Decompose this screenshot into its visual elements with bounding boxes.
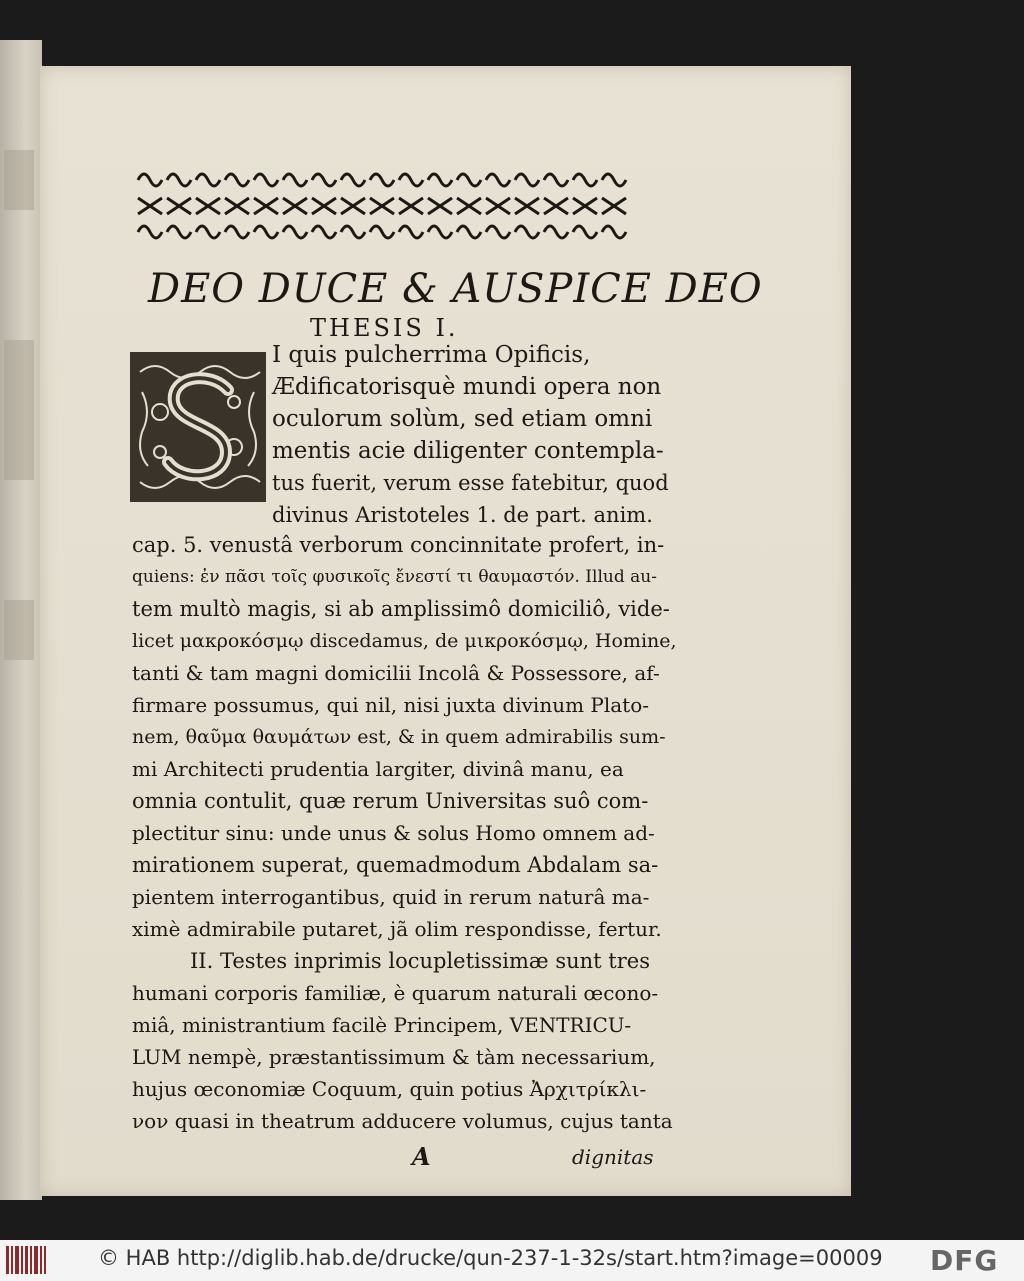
text-line: mirationem superat, quemadmodum Abdalam sa- [132,853,659,877]
text-line: I quis pulcherrima Opificis, [272,342,591,368]
text-line: ximè admirabile putaret, jã olim respondisse, fertur. [132,917,662,941]
text-line: tem multò magis, si ab amplissimô domiciliô, vide- [132,597,670,621]
text-line: divinus Aristoteles 1. de part. anim. [272,503,653,527]
text-line: humani corporis familiæ, è quarum naturali œcono- [132,981,659,1005]
text-line: II. Testes inprimis locupletissimæ sunt tres [190,949,650,973]
barcode-icon [6,1246,46,1274]
dfg-logo: DFG [930,1244,999,1277]
text-line: licet μακροκόσμῳ discedamus, de μικροκόσμῳ, Homine, [132,630,677,652]
text-line: firmare possumus, qui nil, nisi juxta divinum Plato- [132,693,650,717]
previous-page-edge [0,40,42,1200]
text-line: plectitur sinu: unde unus & solus Homo omnem ad- [132,821,655,845]
text-line: miâ, ministrantium facilè Principem, VENTRICU- [132,1013,632,1037]
text-line: cap. 5. venustâ verborum concinnitate profert, in- [132,533,665,557]
text-line: mi Architecti prudentia largiter, divinâ manu, ea [132,757,624,781]
text-line: oculorum solùm, sed etiam omni [272,406,653,432]
decorated-initial-S-icon [130,352,266,502]
text-line: pientem interrogantibus, quid in rerum naturâ ma- [132,885,650,909]
text-line: quiens: ἐν πᾶσι τοῖς φυσικοῖς ἔνεστί τι θαυμαστόν. Illud au- [132,567,657,587]
signature-mark: A [412,1142,431,1171]
page-title: DEO DUCE & AUSPICE DEO [148,266,763,312]
text-line: tanti & tam magni domicilii Incolâ & Possessore, af- [132,661,660,685]
text-line: omnia contulit, quæ rerum Universitas suô com- [132,789,649,813]
text-line: hujus œconomiæ Coquum, quin potius Ἀρχιτρίκλι- [132,1077,647,1101]
catchword: dignitas [572,1145,654,1169]
text-line: LUM nempè, præstantissimum & tàm necessarium, [132,1045,656,1069]
footer-attribution[interactable]: © HAB http://diglib.hab.de/drucke/qun-237-1-32s/start.htm?image=00009 [98,1246,883,1270]
footer-bar [0,1240,1024,1281]
text-line: tus fuerit, verum esse fatebitur, quod [272,471,669,495]
text-line: nem, θαῦμα θαυμάτων est, & in quem admirabilis sum- [132,726,666,748]
ornament-band-icon [132,166,632,248]
text-line: νον quasi in theatrum adducere volumus, cujus tanta [132,1109,673,1133]
text-line: Ædificatorisquè mundi opera non [272,374,662,400]
text-line: mentis acie diligenter contempla- [272,438,664,464]
thesis-heading: THESIS I. [310,314,459,342]
